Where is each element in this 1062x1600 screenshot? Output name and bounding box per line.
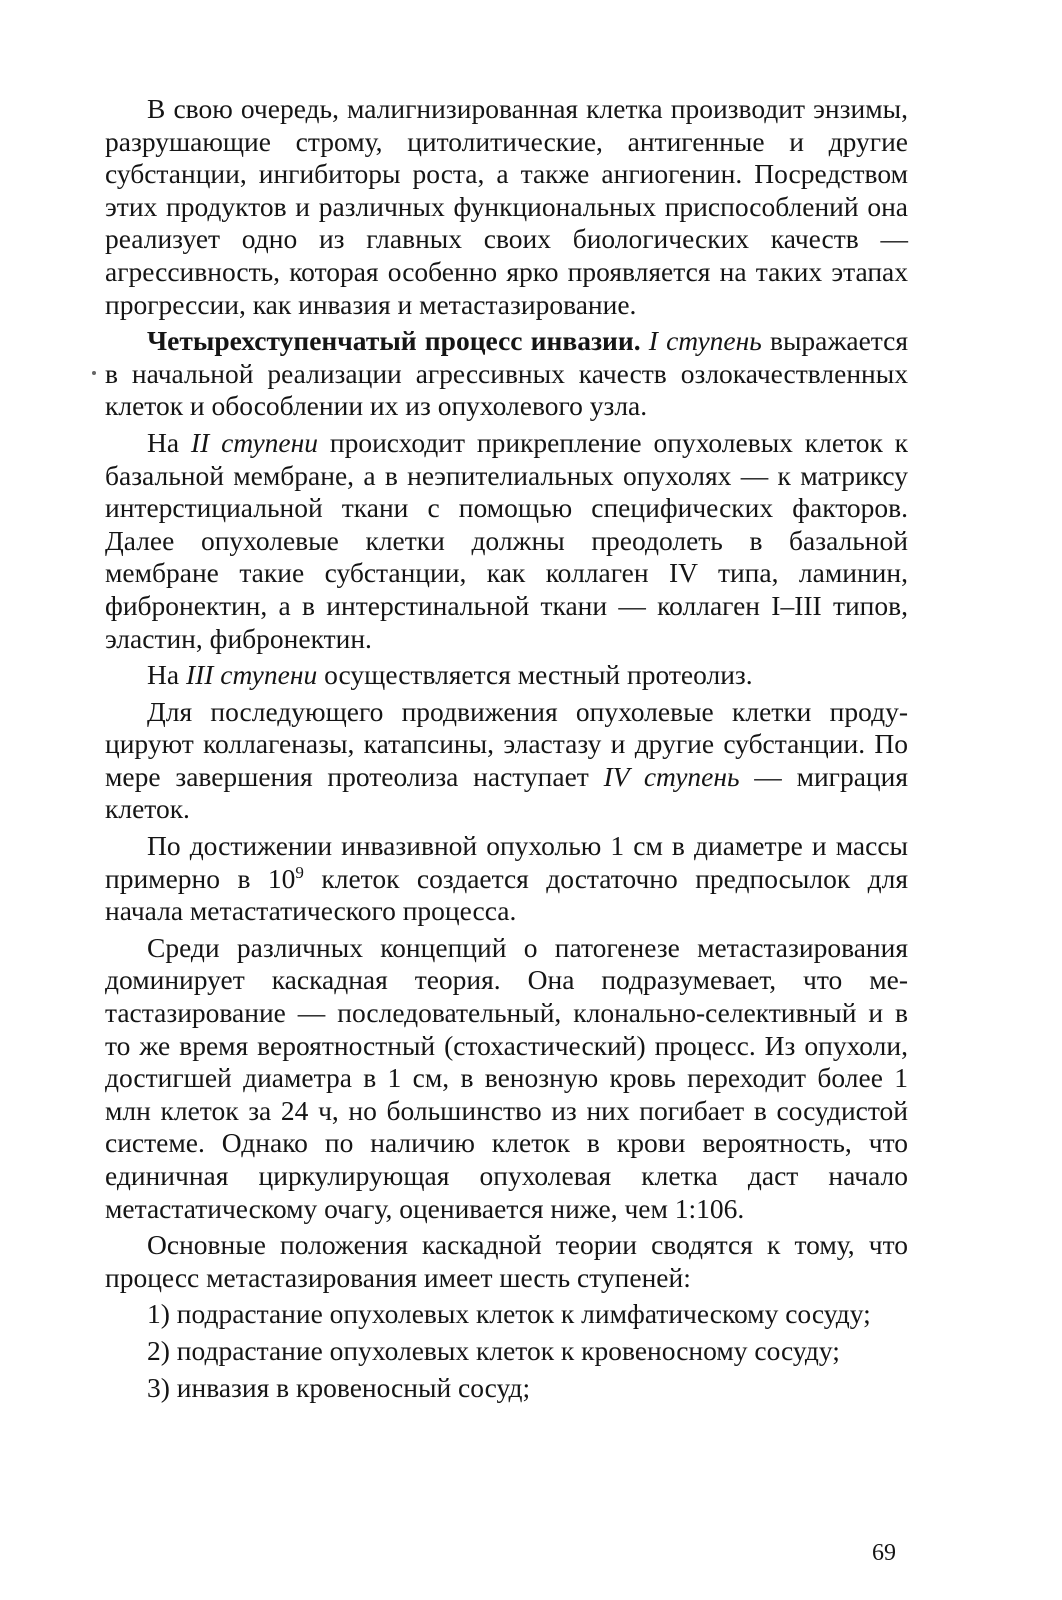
- stage-label: II ступени: [190, 426, 319, 458]
- paragraph-text: клеток создается достаточно предпосылок для начала метастатического процесса.: [105, 862, 909, 927]
- paragraph-stage-2: [105, 427, 908, 655]
- paragraph-stage-3: [105, 659, 908, 692]
- section-heading: Четырехступенчатый процесс инвазии.: [147, 325, 641, 357]
- paragraph-tumor-size: [105, 830, 908, 928]
- paragraph-tail: — миграция клеток.: [105, 760, 908, 825]
- paragraph-stage-1: [105, 325, 908, 423]
- list-item: 3) инвазия в кровеносный сосуд;: [147, 1371, 531, 1403]
- list-item: 1) подрастание опухолевых клеток к лимфатическому сосуду;: [147, 1298, 871, 1330]
- paragraph-lead: На: [147, 659, 180, 691]
- scan-speck: [92, 371, 96, 375]
- stage-label: I ступень: [648, 325, 762, 357]
- paragraph-text: Для последующего продвижения опухолевые клетки продуцируют коллагеназы, катапсины, эластазу и другие субстанции. По мере завершения протеолиза наступает: [105, 695, 908, 792]
- page-body: [105, 93, 908, 1404]
- stage-label: III ступени: [185, 659, 318, 691]
- page-number: 69: [872, 1540, 896, 1566]
- paragraph-text: В свою очередь, малигнизированная клетка производит энзимы, разрушающие строму, цитолитические, антигенные и другие субстанции, ингибиторы роста, а также ангиогенин. Посредством этих продуктов и различных функциональных приспособлений она реализует одно из главных своих биологических качеств — агрессивность, которая особенно ярко проявляется на таких этапах прогрессии, как инвазия и метастазирование.: [105, 93, 908, 320]
- paragraph-text: происходит прикрепление опухолевых клеток к базальной мембране, а в неэпителиальных опухолях — к матриксу интерстициальной ткани с помощью специфических факторов. Далее опухолевые клетки должны преодолеть в базальной мембране такие субстанции, как коллаген IV типа, ламинин, фибронектин, а в интерстинальной ткани — коллаген I–III типов, эластин, фибронектин.: [105, 426, 909, 654]
- list-item: 2) подрастание опухолевых клеток к кровеносному сосуду;: [147, 1334, 840, 1366]
- paragraph-stage-4: [105, 696, 908, 826]
- paragraph-text: выражается в начальной реализации агрессивных качеств озлокачествленных клеток и обособлении их из опухолевого узла.: [105, 325, 908, 422]
- paragraph-cascade-theory: [105, 932, 908, 1225]
- paragraph-text: осуществляется местный протеолиз.: [324, 659, 753, 691]
- paragraph-text: Среди различных концепций о патогенезе метастазирования доминирует каскадная теория. Она подразумевает, что метастазирование — последовательный, клонально-селективный и в то же время вероятностный (стохастический) процесс. Из опухоли, достигшей диаметра в 1 см, в венозную кровь переходит более 1 млн клеток за 24 ч, но большинство из них погибает в сосудистой системе. Однако по наличию клеток в крови вероятность, что единичная циркулирующая опухолевая клетка даст начало метастатическому очагу, оценивается ниже, чем 1:106.: [105, 931, 908, 1224]
- exponent: 9: [295, 862, 304, 882]
- paragraph-enzymes: [105, 93, 908, 321]
- paragraph-text: Основные положения каскадной теории сводятся к тому, что процесс метастазирования имеет шесть ступеней:: [105, 1229, 908, 1293]
- paragraph-cascade-stages: [105, 1229, 908, 1294]
- stage-label: IV ступень: [603, 760, 740, 792]
- paragraph-text: По достижении инвазивной опухолью 1 см в диаметре и массы примерно в 10: [105, 830, 908, 894]
- paragraph-lead: На: [147, 426, 180, 458]
